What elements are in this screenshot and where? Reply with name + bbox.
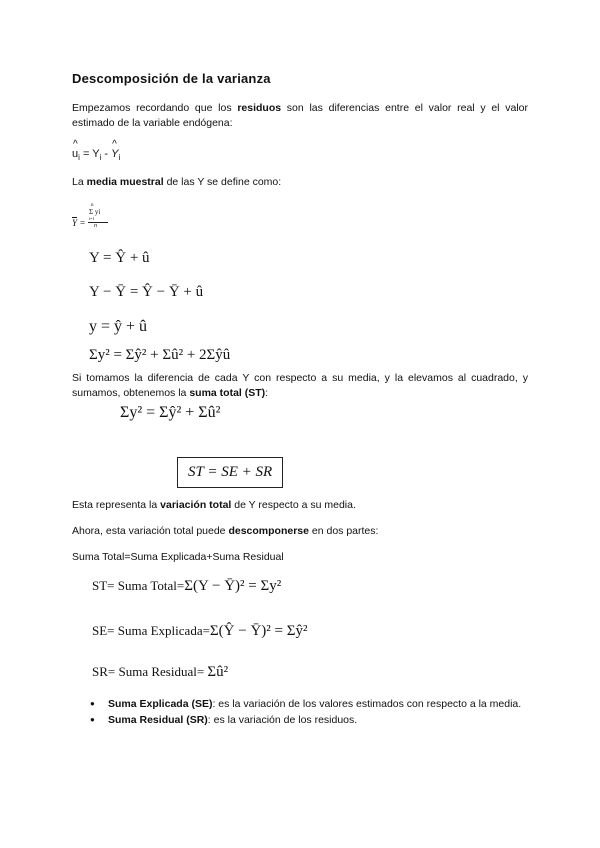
- definition-sr: [92, 664, 228, 681]
- sr-formula: Σû²: [207, 664, 229, 680]
- mean-den: n: [94, 223, 97, 229]
- residual-formula: [72, 148, 120, 162]
- media-post: de las Y se define como:: [163, 176, 282, 188]
- st-formula: Σ(Y − Ȳ)² = Σy²: [184, 578, 282, 594]
- decompose-paragraph: [72, 524, 528, 539]
- mean-eq: =: [80, 218, 86, 228]
- st-paragraph: [72, 371, 528, 401]
- residual-sub2: i: [99, 153, 102, 163]
- suma-line: Suma Total=Suma Explicada+Suma Residual: [72, 551, 284, 563]
- list-item: [72, 697, 528, 711]
- mean-bottom: i=1: [89, 216, 95, 221]
- intro-post: son las diferencias entre el valor real y el valor estimado de la variable endógena:: [72, 102, 528, 129]
- intro-paragraph: [72, 101, 528, 131]
- definition-st: [92, 578, 281, 595]
- desc-bold: descomponerse: [228, 525, 309, 537]
- bullet-2-text: : es la variación de los residuos.: [207, 714, 358, 726]
- var-bold: variación total: [160, 499, 232, 511]
- variation-paragraph: [72, 498, 528, 513]
- list-item: [72, 713, 528, 727]
- st-label: ST= Suma Total=: [92, 578, 185, 593]
- st-pre: Si tomamos la diferencia de cada Y con respecto a su media, y la elevamos al cuadrado, y sumamos, obtenemos la: [72, 372, 528, 399]
- se-label: SE= Suma Explicada=: [92, 623, 210, 638]
- bullet-1-bold: Suma Explicada (SE): [108, 698, 213, 710]
- residual-yhat: ^ Y: [111, 148, 118, 160]
- desc-post: en dos partes:: [308, 525, 379, 537]
- mean-fraction-bar: [88, 222, 108, 223]
- var-pre: Esta representa la: [72, 499, 161, 511]
- equation-4: Σy² = Σŷ² + Σû² + 2Σŷû: [89, 347, 231, 363]
- sr-label: SR= Suma Residual=: [92, 664, 208, 679]
- mean-top: n: [91, 203, 94, 208]
- equation-3: y = ŷ + û: [89, 318, 148, 335]
- desc-pre: Ahora, esta variación total puede: [72, 525, 229, 537]
- var-post: de Y respecto a su media.: [231, 499, 356, 511]
- bullet-list: [72, 697, 528, 729]
- boxed-equation: ST = SE + SR: [177, 457, 283, 488]
- media-pre: La: [72, 176, 87, 188]
- boxed-equation-box: [177, 457, 283, 488]
- residual-sub: i: [78, 153, 80, 163]
- residual-eq: = Y: [79, 148, 100, 160]
- equation-1: Y = Ŷ + û: [89, 250, 150, 266]
- se-formula: Σ(Ŷ − Ȳ)² = Σŷ²: [209, 623, 308, 639]
- mean-formula: [72, 203, 132, 233]
- st-bold: suma total (ST): [189, 387, 266, 399]
- intro-bold: residuos: [237, 102, 282, 114]
- mean-lhs: $\overline{Y}$: [72, 218, 78, 228]
- definition-se: [92, 623, 307, 640]
- media-paragraph: [72, 175, 528, 190]
- equation-2: Y − Ȳ = Ŷ − Ȳ + û: [89, 284, 204, 300]
- bullet-2-bold: Suma Residual (SR): [108, 714, 208, 726]
- residual-sub3: i: [118, 153, 121, 163]
- st-post: :: [265, 387, 269, 399]
- residual-u: ^ u: [72, 148, 78, 160]
- mean-num: Σ yi: [89, 208, 101, 216]
- residual-minus: -: [101, 148, 112, 160]
- bullet-1-text: : es la variación de los valores estimados con respecto a la media.: [212, 698, 522, 710]
- intro-pre: Empezamos recordando que los: [72, 102, 238, 114]
- media-bold: media muestral: [86, 176, 164, 188]
- st-equation: Σy² = Σŷ² + Σû²: [120, 404, 221, 421]
- page-title: Descomposición de la varianza: [72, 71, 271, 86]
